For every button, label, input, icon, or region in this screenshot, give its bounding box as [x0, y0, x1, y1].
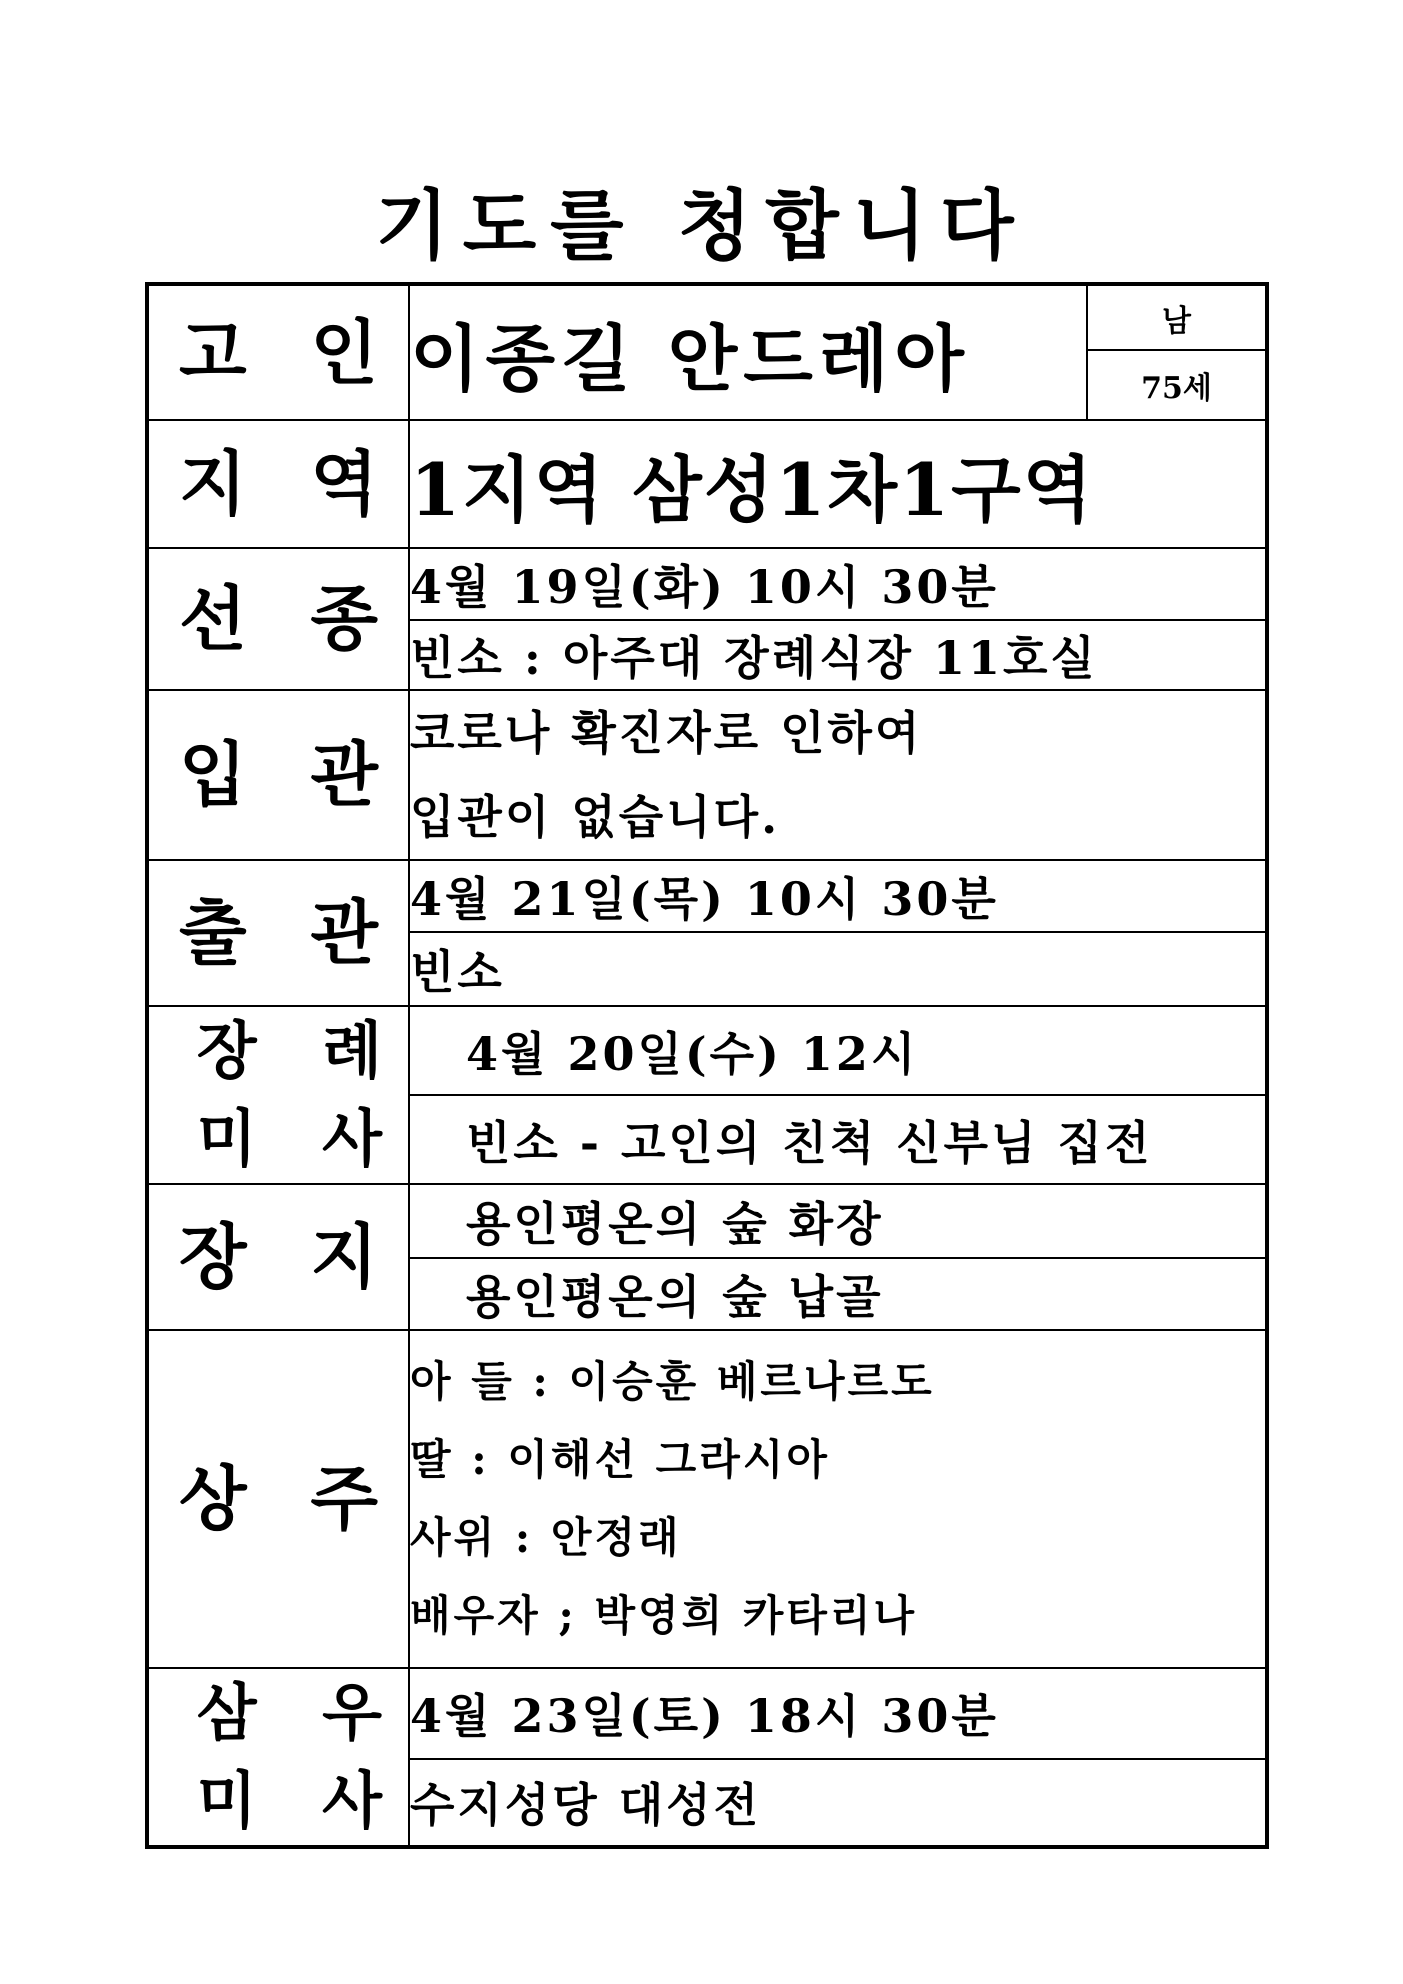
- burial-label: 장 지: [147, 1184, 409, 1330]
- carryout-place: 빈소: [409, 932, 1267, 1006]
- mourner-daughter: 딸 : 이해선 그라시아: [410, 1435, 830, 1484]
- region-label: 지 역: [147, 420, 409, 548]
- mourner-son: 아 들 : 이승훈 베르나르도: [410, 1357, 935, 1406]
- encoffin-line-2: 입관이 없습니다.: [410, 790, 781, 844]
- death-date: 4월 19일(화) 10시 30분: [409, 548, 1267, 620]
- page-title: 기도를 청합니다: [375, 181, 1028, 270]
- region-value: 1지역 삼성1차1구역: [409, 420, 1267, 548]
- funeral-mass-place: 빈소 - 고인의 친척 신부님 집전: [409, 1095, 1267, 1184]
- funeral-mass-label: 장 례 미 사: [147, 1006, 409, 1184]
- chief-mourners-label: 상 주: [147, 1330, 409, 1668]
- deceased-gender: 남: [1087, 284, 1267, 350]
- funeral-notice-table: [145, 282, 1269, 1849]
- burial-cremation: 용인평온의 숲 화장: [409, 1184, 1267, 1258]
- third-day-mass-label: 삼 우 미 사: [147, 1668, 409, 1847]
- encoffin-label: 입 관: [147, 690, 409, 860]
- third-day-mass-place: 수지성당 대성전: [409, 1759, 1267, 1847]
- encoffin-line-1: 코로나 확진자로 인하여: [410, 706, 923, 760]
- carryout-date: 4월 21일(목) 10시 30분: [409, 860, 1267, 932]
- deceased-age: 75세: [1087, 350, 1267, 420]
- funeral-mass-date: 4월 20일(수) 12시: [409, 1006, 1267, 1095]
- death-place: 빈소 : 아주대 장례식장 11호실: [409, 620, 1267, 690]
- mourner-spouse: 배우자 ; 박영희 카타리나: [410, 1591, 918, 1640]
- chief-mourners-list: [409, 1330, 1267, 1668]
- burial-columbarium: 용인평온의 숲 납골: [409, 1258, 1267, 1330]
- deceased-name: 이종길 안드레아: [409, 284, 1087, 420]
- death-label: 선 종: [147, 548, 409, 690]
- deceased-label: 고 인: [147, 284, 409, 420]
- carryout-label: 출 관: [147, 860, 409, 1006]
- encoffin-notice: [409, 690, 1267, 860]
- third-day-mass-date: 4월 23일(토) 18시 30분: [409, 1668, 1267, 1759]
- mourner-son-in-law: 사위 : 안정래: [410, 1513, 682, 1562]
